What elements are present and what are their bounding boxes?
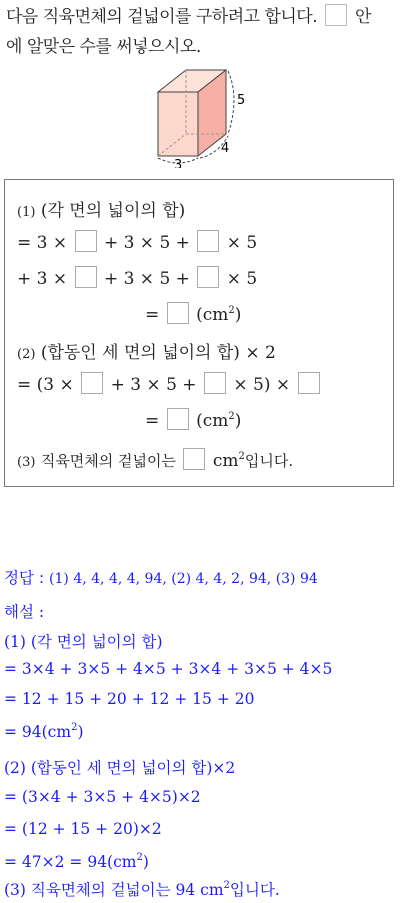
expr-text: = 3 × (17, 233, 68, 253)
question-text (6, 2, 396, 62)
superscript: 2 (228, 305, 235, 316)
work-panel (4, 179, 394, 487)
part2-row2 (145, 408, 241, 431)
answer-line (4, 566, 318, 588)
part1-label: (1) (17, 205, 36, 220)
expr-text: × 5) × (233, 375, 291, 395)
depth-label: 4 (221, 141, 230, 156)
solution-line (4, 852, 149, 871)
part2-heading: (합동인 세 면의 넓이의 합) × 2 (40, 343, 276, 363)
answer-head: 정답 : (4, 569, 45, 587)
expr-text: ) (234, 305, 242, 325)
question-line1: 다음 직육면체의 겉넓이를 구하려고 합니다. (6, 7, 318, 27)
answer-blank[interactable] (204, 372, 226, 394)
part3-label: (3) (17, 455, 36, 470)
expr-text: = 94(cm (4, 723, 72, 741)
expr-text: × 5 (226, 233, 258, 253)
solution-line: (2) (합동인 세 면의 넓이의 합)×2 (4, 759, 236, 777)
height-brace (228, 71, 234, 134)
answer-blank[interactable] (183, 448, 205, 470)
solution-line: (1) (각 면의 넓이의 합) (4, 633, 163, 651)
superscript: 2 (71, 722, 78, 733)
width-label: 3 (174, 158, 183, 168)
question-line1-end: 안 (354, 7, 371, 27)
part1-row2 (17, 266, 257, 289)
expr-text: + 3 × 5 + (103, 269, 190, 289)
unit-text: cm (212, 451, 239, 471)
part3-end: 입니다. (244, 452, 294, 470)
unit-text: (cm (196, 411, 229, 431)
superscript: 2 (228, 411, 235, 422)
part3-row (17, 448, 293, 471)
cube-front-face (158, 92, 198, 156)
part1-title (17, 196, 185, 221)
answer-blank[interactable] (81, 372, 103, 394)
part1-row3 (145, 302, 241, 325)
answer-blank[interactable] (75, 266, 97, 288)
part2-label: (2) (17, 347, 36, 362)
expr-text: + 3 × 5 + (110, 375, 197, 395)
solution-head: 해설 : (4, 603, 45, 621)
expr-text: + 3 × 5 + (103, 233, 190, 253)
solution-line: = (3×4 + 3×5 + 4×5)×2 (4, 788, 201, 806)
solution-line (4, 878, 280, 900)
expr-text: ) (77, 723, 84, 741)
superscript: 2 (136, 852, 143, 863)
expr-text: = 47×2 = 94(cm (4, 853, 137, 871)
blank-box-icon (325, 4, 347, 26)
answer-blank[interactable] (167, 408, 189, 430)
expr-text: = (145, 305, 160, 325)
solution-line: = 12 + 15 + 20 + 12 + 15 + 20 (4, 690, 255, 708)
answer-blank[interactable] (197, 230, 219, 252)
expr-text: 입니다. (229, 881, 280, 899)
answer-values: (1) 4, 4, 4, 4, 94, (2) 4, 4, 2, 94, (3) 94 (49, 571, 318, 587)
solution-line: = (12 + 15 + 20)×2 (4, 820, 162, 838)
part1-heading: (각 면의 넓이의 합) (40, 201, 186, 221)
question-line2: 에 알맞은 수를 써넣으시오. (6, 37, 201, 57)
part2-title (17, 338, 276, 363)
answer-blank[interactable] (298, 372, 320, 394)
expr-text: ) (142, 853, 149, 871)
superscript: 2 (238, 451, 245, 462)
expr-text: (3) 직육면체의 겉넓이는 94 cm (4, 881, 224, 899)
expr-text: × 5 (226, 269, 258, 289)
expr-text: = (3 × (17, 375, 74, 395)
part2-row1 (17, 372, 322, 395)
expr-text: ) (234, 411, 242, 431)
superscript: 2 (223, 880, 230, 891)
solution-line: = 3×4 + 3×5 + 4×5 + 3×4 + 3×5 + 4×5 (4, 660, 333, 678)
unit-text: (cm (196, 305, 229, 325)
answer-blank[interactable] (167, 302, 189, 324)
answer-blank[interactable] (197, 266, 219, 288)
height-label: 5 (237, 93, 246, 108)
part1-row1 (17, 230, 257, 253)
answer-blank[interactable] (75, 230, 97, 252)
expr-text: + 3 × (17, 269, 68, 289)
solution-line (4, 722, 84, 741)
expr-text: = (145, 411, 160, 431)
cuboid-figure (148, 68, 258, 168)
part3-text: 직육면체의 겉넓이는 (40, 452, 177, 470)
